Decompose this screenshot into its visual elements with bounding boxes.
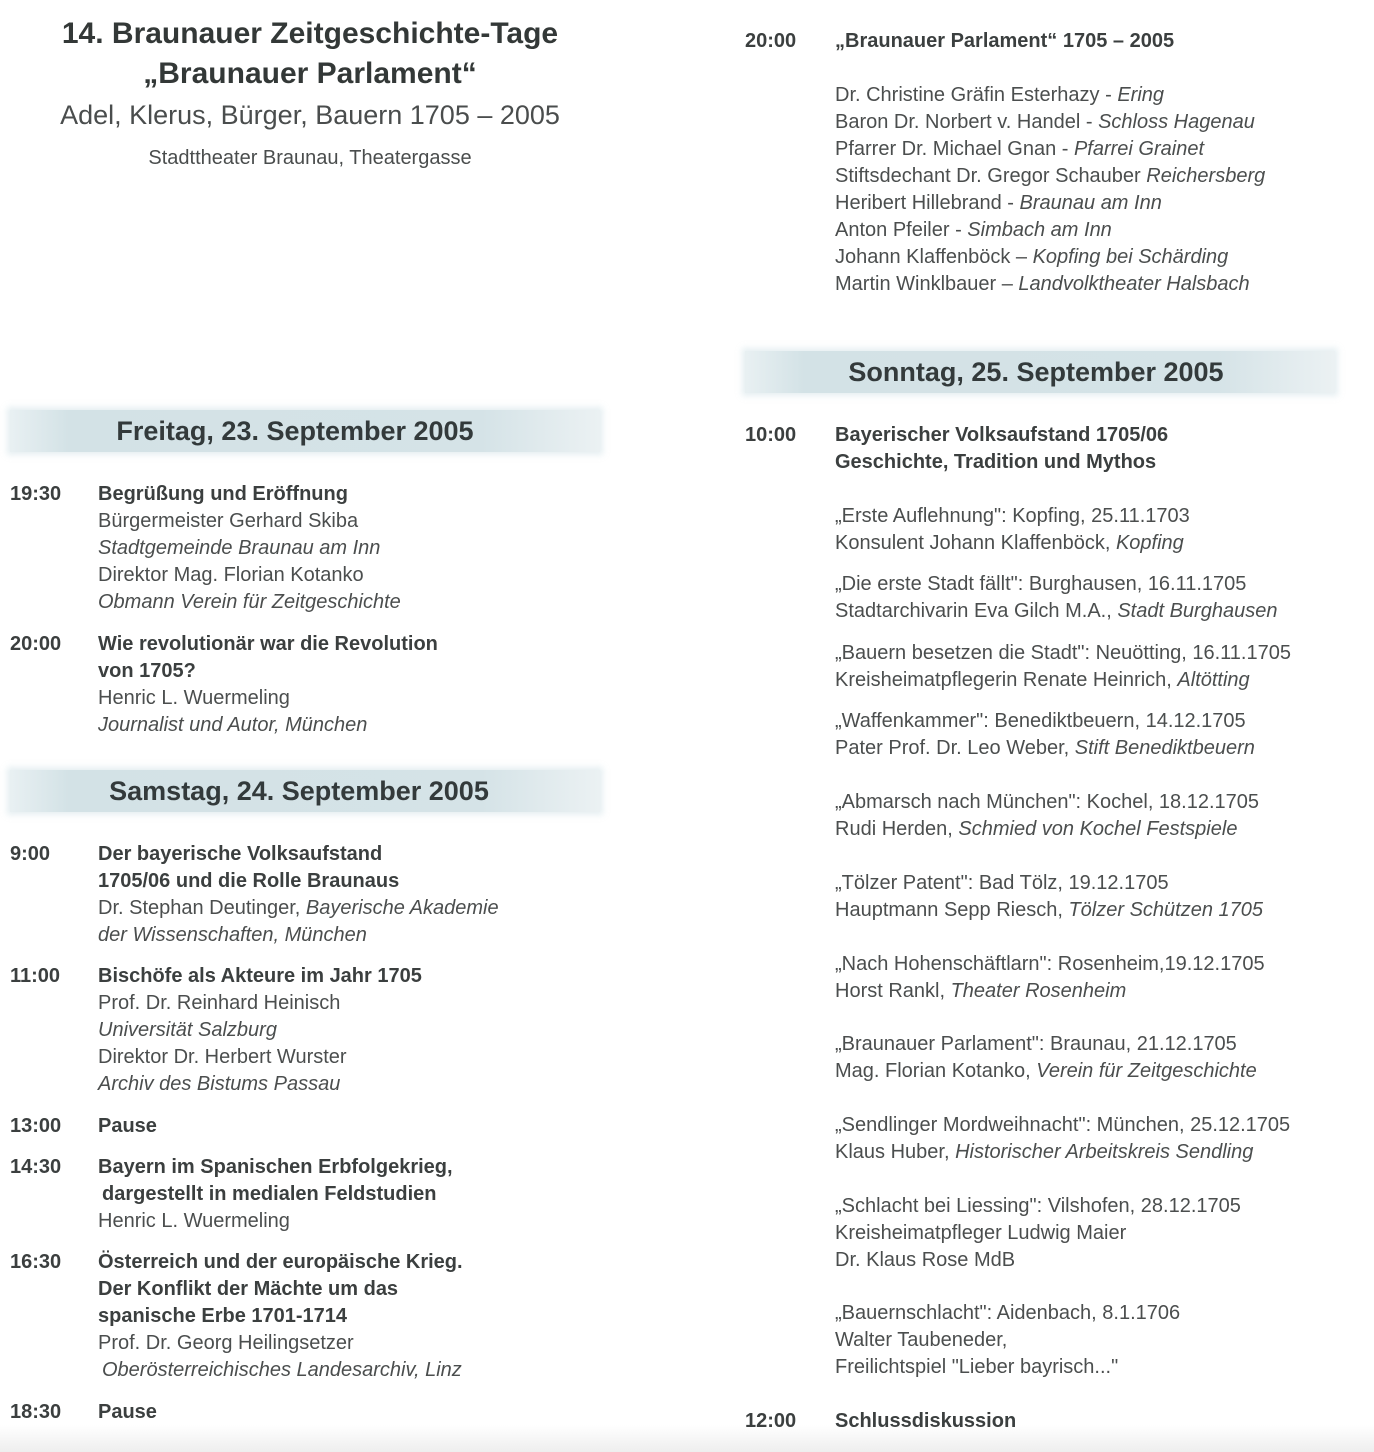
talk-speaker-line [835,1058,1257,1085]
speaker: Direktor Mag. Florian Kotanko [98,564,364,586]
talk-speaker: Mag. Florian Kotanko, [835,1060,1037,1082]
session-entry [98,841,499,949]
session-time: 14:30 [10,1156,62,1178]
panelist [835,271,1265,298]
talk-item [835,1193,1241,1274]
session-entry [98,481,401,616]
session-title: Wie revolutionär war die Revolution [98,633,438,655]
talk-speaker: Horst Rankl, [835,980,951,1002]
session-title: Geschichte, Tradition und Mythos [835,451,1157,473]
session-time: 20:00 [745,30,797,52]
session-time: 10:00 [745,424,797,446]
talk-speaker-line [835,598,1277,625]
talk-item [835,571,1277,625]
panelist-name: Anton Pfeiler - [835,219,968,241]
talk-item [835,640,1291,694]
talk-production: Freilichtspiel "Lieber bayrisch..." [835,1356,1119,1378]
talk-org: Kopfing [1115,532,1184,554]
session-time: 19:30 [10,483,62,505]
panelist-name: Heribert Hillebrand - [835,192,1020,214]
affiliation: Stadtgemeinde Braunau am Inn [98,537,381,559]
talk-speaker-line [835,735,1255,762]
talk-org: Historischer Arbeitskreis Sendling [955,1141,1254,1163]
session-time: 12:00 [745,1410,797,1432]
talk-event: „Abmarsch nach München": Kochel, 18.12.1705 [835,791,1260,813]
panelist-place: Reichersberg [1146,165,1266,187]
session-entry [98,1154,453,1235]
talk-event: „Nach Hohenschäftlarn": Rosenheim,19.12.1705 [835,953,1265,975]
talk-org: Altötting [1177,669,1250,691]
panelist-name: Baron Dr. Norbert v. Handel - [835,111,1099,133]
talk-speaker: Kreisheimatpfleger Ludwig Maier [835,1222,1127,1244]
talk-speaker: Hauptmann Sepp Riesch, [835,899,1069,921]
talk-speaker-line [835,816,1259,843]
session-entry [98,963,422,1098]
talk-speaker-line [835,667,1291,694]
panelist [835,190,1265,217]
talk-item [835,789,1259,843]
session-entry [835,1408,1016,1435]
day-label: Sonntag, 25. September 2005 [848,357,1224,387]
speaker: Henric L. Wuermeling [98,1210,290,1232]
session-title: Pause [98,1115,157,1137]
panelist-name: Pfarrer Dr. Michael Gnan - [835,138,1074,160]
speaker: Dr. Stephan Deutinger, [98,897,306,919]
session-entry [98,631,438,739]
day-label: Samstag, 24. September 2005 [109,776,489,806]
session-title: spanische Erbe 1701-1714 [98,1305,348,1327]
session-title: Begrüßung und Eröffnung [98,483,348,505]
talk-item [835,951,1265,1005]
talk-item [835,503,1190,557]
panelist-place: Landvolktheater Halsbach [1018,273,1250,295]
affiliation: Bayerische Akademie [305,897,499,919]
session-entry [98,1249,463,1384]
panelist [835,244,1265,271]
affiliation: Obmann Verein für Zeitgeschichte [98,591,401,613]
session-time: 11:00 [10,965,61,987]
session-title: „Braunauer Parlament“ 1705 – 2005 [835,30,1175,52]
affiliation: Oberösterreichisches Landesarchiv, Linz [102,1359,462,1381]
panelist [835,109,1265,136]
session-time: 13:00 [10,1115,62,1137]
session-title: Bischöfe als Akteure im Jahr 1705 [98,965,422,987]
talk-org: Verein für Zeitgeschichte [1036,1060,1257,1082]
session-title: Österreich und der europäische Krieg. [98,1251,463,1273]
speaker: Bürgermeister Gerhard Skiba [98,510,359,532]
talk-org: Stift Benediktbeuern [1074,737,1255,759]
talk-org: Tölzer Schützen 1705 [1068,899,1264,921]
session-entry [98,1113,157,1140]
talk-speaker: Pater Prof. Dr. Leo Weber, [835,737,1075,759]
talk-speaker: Walter Taubeneder, [835,1329,1008,1351]
panelist-name: Stiftsdechant Dr. Gregor Schauber [835,165,1147,187]
session-title: 1705/06 und die Rolle Braunaus [98,870,400,892]
speaker-line [98,895,499,922]
talk-speaker: Rudi Herden, [835,818,959,840]
session-title: Der bayerische Volksaufstand [98,843,383,865]
panelist [835,136,1265,163]
session-entry [98,1399,157,1426]
session-title: Der Konflikt der Mächte um das [98,1278,399,1300]
session-title: Schlussdiskussion [835,1410,1017,1432]
session-time: 9:00 [10,843,51,865]
panelist [835,82,1265,109]
talk-item [835,870,1263,924]
talk-speaker-line [835,897,1263,924]
talk-speaker: Stadtarchivarin Eva Gilch M.A., [835,600,1118,622]
talk-speaker-line [835,978,1265,1005]
panelist-place: Braunau am Inn [1019,192,1162,214]
day-header-sunday [745,351,1335,393]
session-title: dargestellt in medialen Feldstudien [102,1183,437,1205]
talk-org: Schmied von Kochel Festspiele [958,818,1238,840]
panelist-name: Dr. Christine Gräfin Esterhazy - [835,84,1118,106]
talk-speaker-line [835,530,1190,557]
affiliation: Journalist und Autor, München [98,714,368,736]
talk-event: „Bauern besetzen die Stadt": Neuötting, 16.11.1705 [835,642,1291,664]
session-title: Bayern im Spanischen Erbfolgekrieg, [98,1156,453,1178]
event-subtitle-parliament: „Braunauer Parlament“ [143,57,477,90]
day-header-friday [10,410,600,452]
event-venue: Stadttheater Braunau, Theatergasse [148,147,472,169]
session-time: 18:30 [10,1401,62,1423]
talk-event: „Schlacht bei Liessing": Vilshofen, 28.12.1705 [835,1195,1241,1217]
talk-speaker: Dr. Klaus Rose MdB [835,1249,1016,1271]
talk-speaker-line [835,1139,1290,1166]
talk-item [835,1031,1257,1085]
day-header-saturday [10,770,600,812]
panel-list [835,82,1265,298]
panelist [835,217,1265,244]
session-title: von 1705? [98,660,196,682]
speaker: Henric L. Wuermeling [98,687,290,709]
talk-item [835,1300,1180,1381]
affiliation: Archiv des Bistums Passau [98,1073,341,1095]
panelist-place: Schloss Hagenau [1098,111,1255,133]
affiliation: der Wissenschaften, München [98,924,367,946]
program-header [0,14,620,178]
event-theme: Adel, Klerus, Bürger, Bauern 1705 – 2005 [60,100,560,130]
speaker: Direktor Dr. Herbert Wurster [98,1046,347,1068]
talk-speaker: Konsulent Johann Klaffenböck, [835,532,1116,554]
talk-event: „Tölzer Patent": Bad Tölz, 19.12.1705 [835,872,1169,894]
session-time: 16:30 [10,1251,62,1273]
session-title: Pause [98,1401,157,1423]
session-entry [835,422,1168,476]
talk-speaker: Kreisheimatpflegerin Renate Heinrich, [835,669,1178,691]
panelist-name: Martin Winklbauer – [835,273,1019,295]
event-title: 14. Braunauer Zeitgeschichte-Tage [61,17,559,50]
panelist-place: Kopfing bei Schärding [1032,246,1229,268]
talk-speaker: Klaus Huber, [835,1141,956,1163]
panelist [835,163,1265,190]
talk-item [835,708,1255,762]
talk-org: Theater Rosenheim [950,980,1127,1002]
talk-event: „Braunauer Parlament": Braunau, 21.12.1705 [835,1033,1237,1055]
session-entry [835,28,1174,55]
panelist-place: Ering [1117,84,1165,106]
talk-event: „Waffenkammer": Benediktbeuern, 14.12.1705 [835,710,1246,732]
speaker: Prof. Dr. Georg Heilingsetzer [98,1332,354,1354]
talk-event: „Die erste Stadt fällt": Burghausen, 16.11.1705 [835,573,1247,595]
panelist-place: Pfarrei Grainet [1073,138,1205,160]
day-label: Freitag, 23. September 2005 [116,416,474,446]
panelist-name: Johann Klaffenböck – [835,246,1033,268]
session-time: 20:00 [10,633,62,655]
panelist-place: Simbach am Inn [967,219,1112,241]
affiliation: Universität Salzburg [98,1019,277,1041]
page-bottom-shadow [0,1425,1374,1452]
talk-event: „Erste Auflehnung": Kopfing, 25.11.1703 [835,505,1190,527]
talk-event: „Bauernschlacht": Aidenbach, 8.1.1706 [835,1302,1181,1324]
talk-org: Stadt Burghausen [1117,600,1278,622]
talk-event: „Sendlinger Mordweihnacht": München, 25.12.1705 [835,1114,1291,1136]
session-title: Bayerischer Volksaufstand 1705/06 [835,424,1169,446]
speaker: Prof. Dr. Reinhard Heinisch [98,992,341,1014]
talk-item [835,1112,1290,1166]
